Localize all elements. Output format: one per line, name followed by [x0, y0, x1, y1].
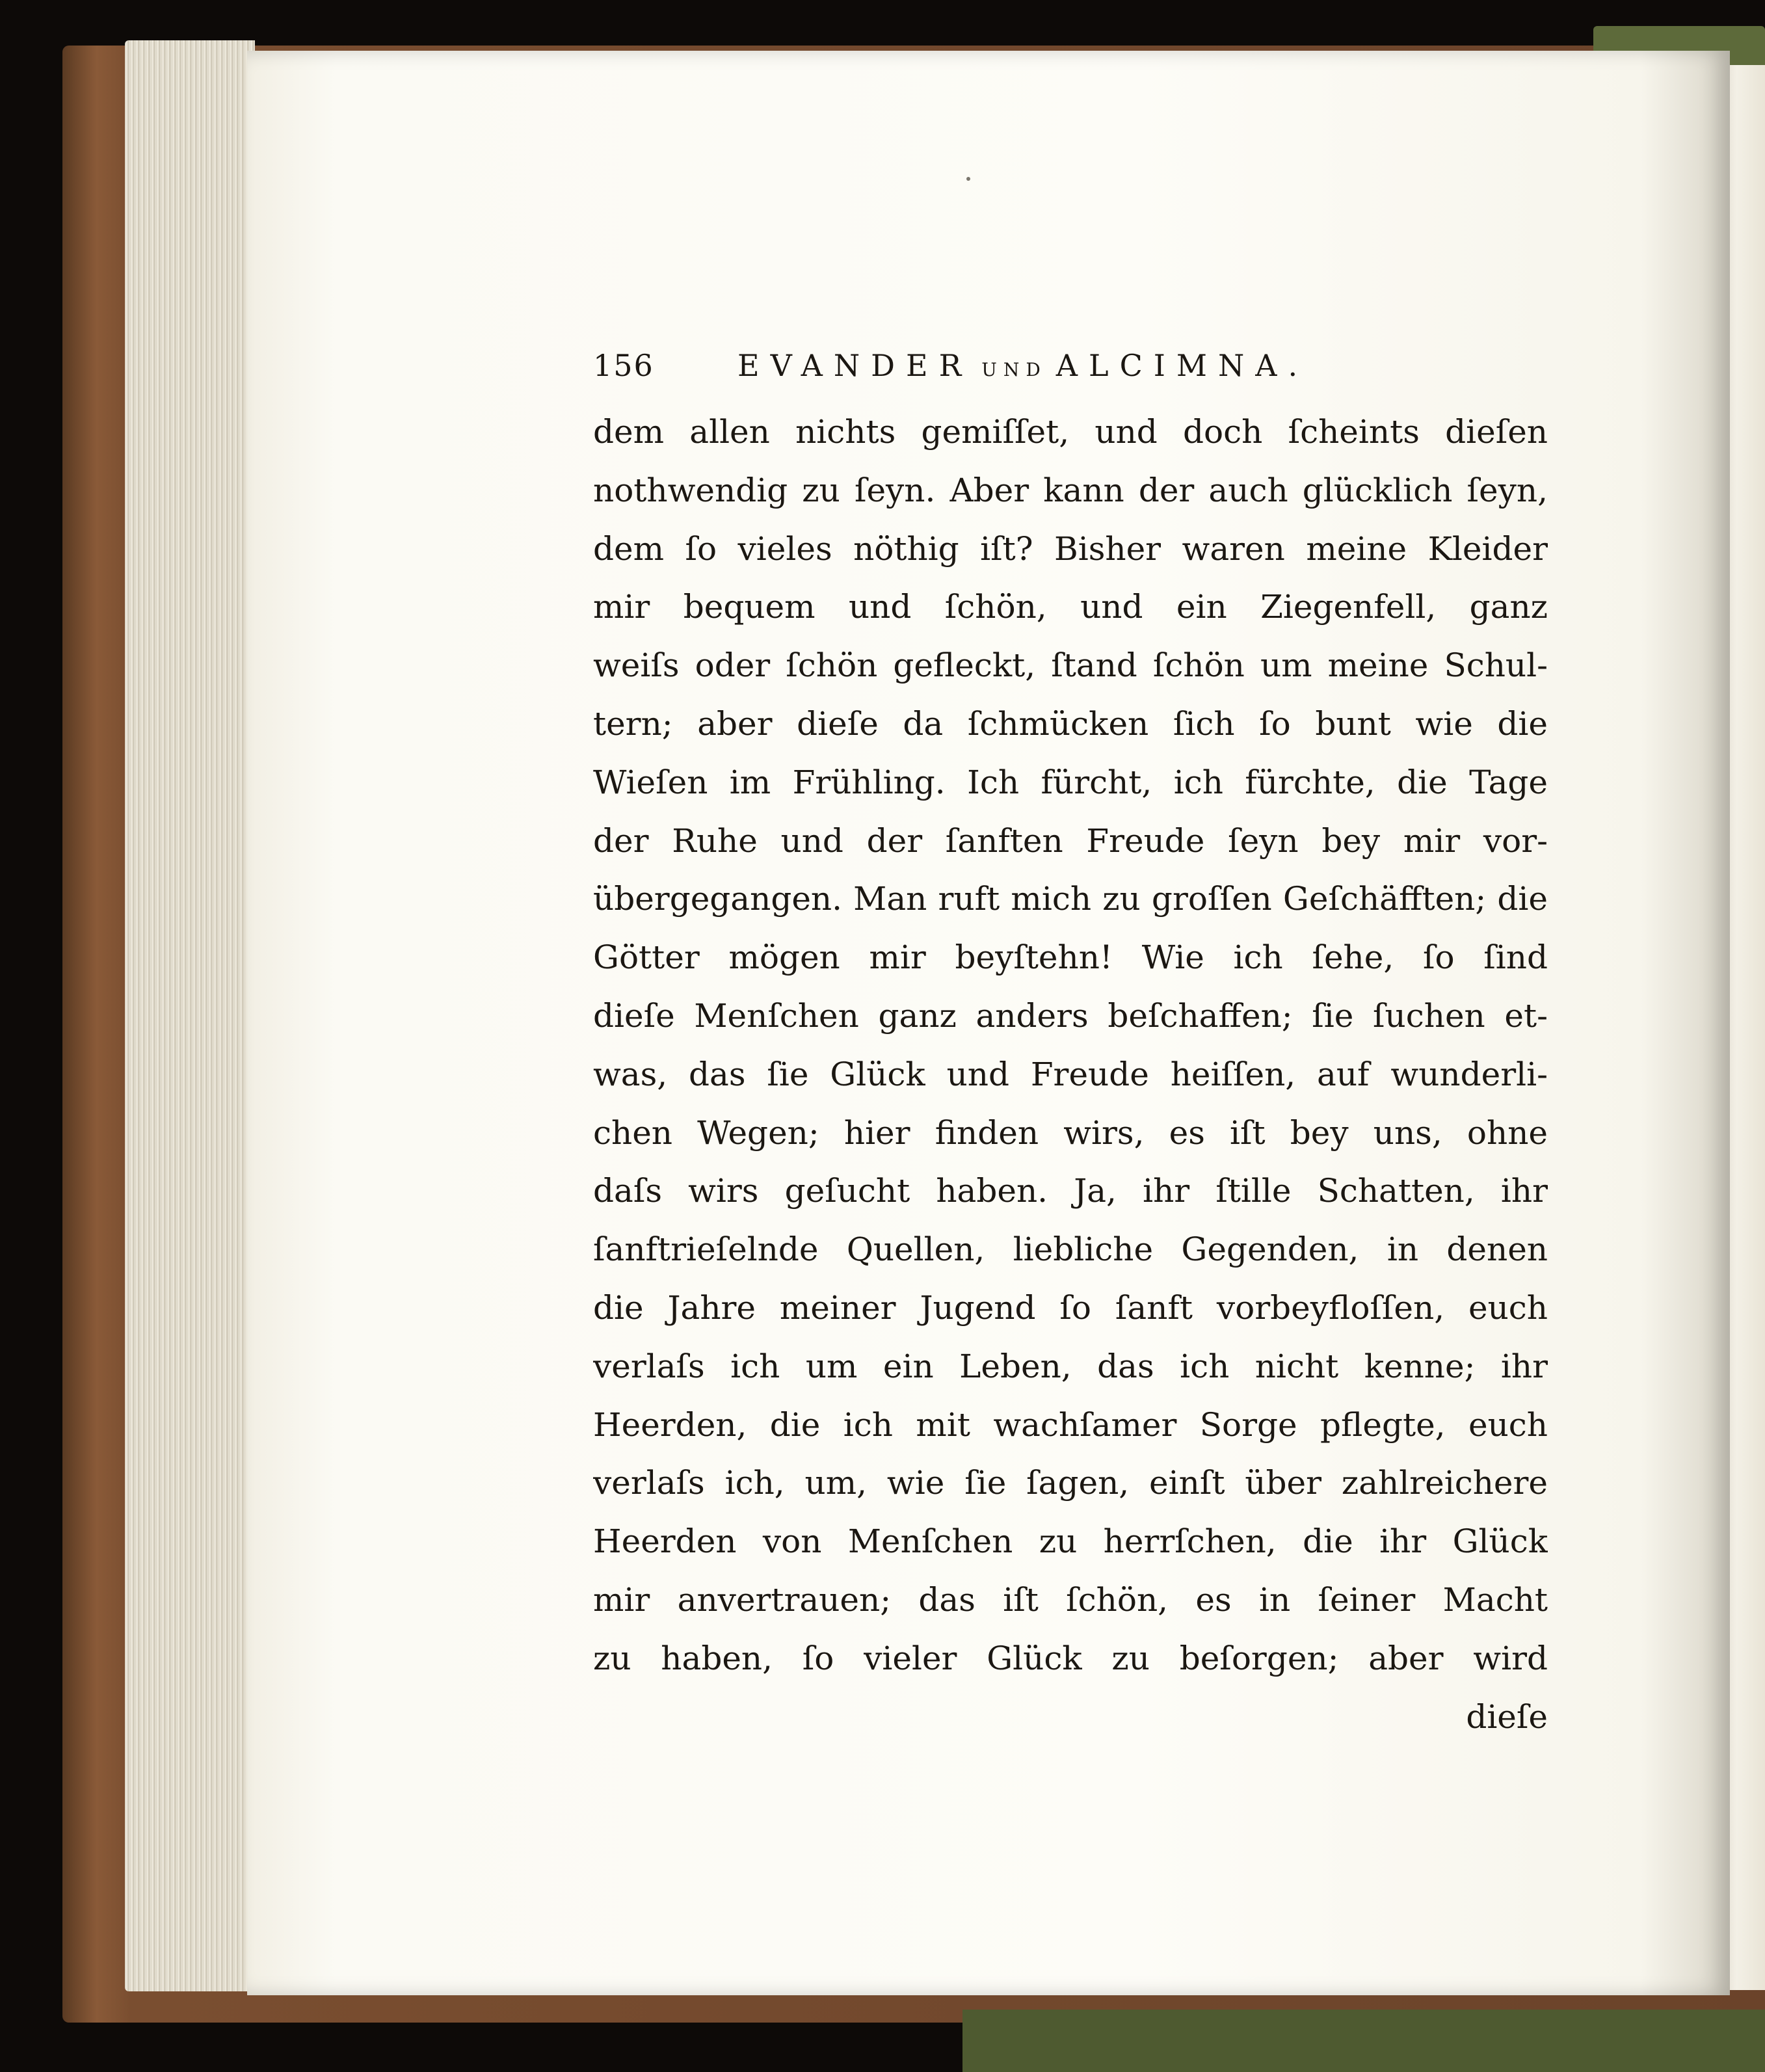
text-line: dem ſo vieles nöthig iſt? Bisher waren meine Kleider: [593, 529, 1548, 568]
catchword: dieſe: [1466, 1697, 1548, 1736]
text-line: tern; aber dieſe da ſchmücken ſich ſo bunt wie die: [593, 704, 1548, 743]
text-line: verlaſs ich um ein Leben, das ich nicht kenne; ihr: [593, 1347, 1548, 1385]
text-line: verlaſs ich, um, wie ſie ſagen, einſt über zahlreichere: [593, 1464, 1548, 1502]
paper-speck: [966, 177, 970, 181]
text-line: die Jahre meiner Jugend ſo ſanft vorbeyfloſſen, euch: [593, 1288, 1548, 1327]
text-line: der Ruhe und der ſanften Freude ſeyn bey mir vor-: [593, 821, 1548, 860]
running-title-part1: EVANDER: [737, 348, 973, 383]
running-header: [593, 348, 1556, 400]
text-line: mir anvertrauen; das iſt ſchön, es in ſeiner Macht: [593, 1580, 1548, 1619]
text-line: Wieſen im Frühling. Ich fürcht, ich fürchte, die Tage: [593, 763, 1548, 801]
body-text: [593, 403, 1548, 1746]
text-line: weiſs oder ſchön gefleckt, ſtand ſchön um meine Schul-: [593, 646, 1548, 685]
text-line: zu haben, ſo vieler Glück zu beſorgen; aber wird: [593, 1639, 1548, 1677]
background-cloth-bottom: [962, 2010, 1765, 2072]
running-title-part2: ALCIMNA.: [1055, 348, 1309, 383]
text-line: nothwendig zu ſeyn. Aber kann der auch glücklich ſeyn,: [593, 471, 1548, 509]
text-line: Götter mögen mir beyſtehn! Wie ich ſehe, ſo ſind: [593, 938, 1548, 977]
text-line: mir bequem und ſchön, und ein Ziegenfell, ganz: [593, 588, 1548, 626]
text-line: chen Wegen; hier finden wirs, es iſt bey uns, ohne: [593, 1113, 1548, 1152]
running-title: [737, 348, 1556, 383]
text-line: ſanftrieſelnde Quellen, liebliche Gegenden, in denen: [593, 1230, 1548, 1269]
text-line: Heerden, die ich mit wachſamer Sorge pflegte, euch: [593, 1405, 1548, 1444]
text-line: was, das ſie Glück und Freude heiſſen, auf wunderli-: [593, 1055, 1548, 1093]
text-line: Heerden von Menſchen zu herrſchen, die ihr Glück: [593, 1522, 1548, 1561]
running-title-connector: UND: [981, 359, 1047, 380]
text-line: dieſe Menſchen ganz anders beſchaffen; ſie ſuchen et-: [593, 996, 1548, 1035]
text-line: daſs wirs geſucht haben. Ja, ihr ſtille Schatten, ihr: [593, 1172, 1548, 1210]
page-number: 156: [593, 348, 654, 383]
page-edges: [125, 40, 255, 1991]
text-line: dem allen nichts gemiſſet, und doch ſcheints dieſen: [593, 413, 1548, 451]
text-line: übergegangen. Man ruft mich zu groſſen Geſchäfften; die: [593, 880, 1548, 918]
